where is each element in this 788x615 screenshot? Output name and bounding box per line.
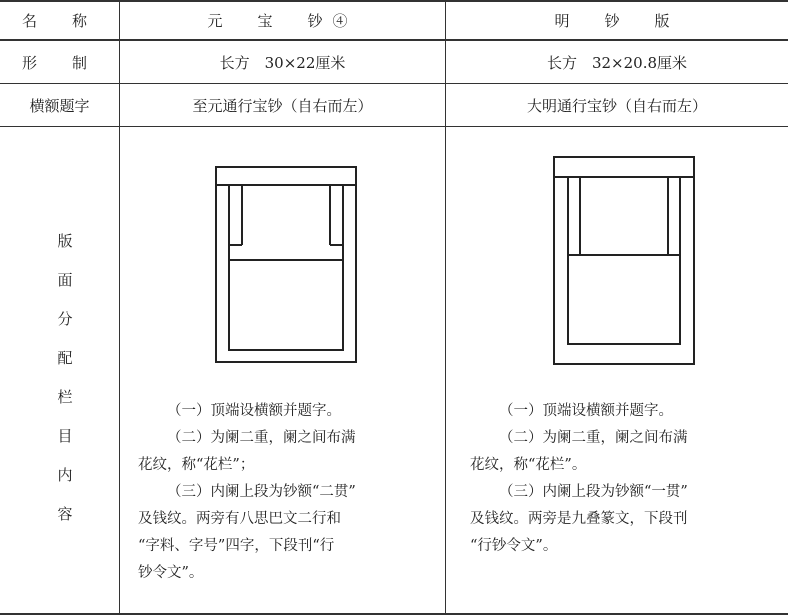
yuan-note-line: 花纹，称“花栏”； xyxy=(138,457,255,473)
yuan-notes xyxy=(138,398,438,587)
layout-label-char: 目 xyxy=(57,427,73,445)
title-yuan: 至元通行宝钞（自右而左） xyxy=(192,96,373,115)
shape-label: 形 制 xyxy=(21,53,97,72)
ming-note-line: “行钞令文”。 xyxy=(470,538,558,554)
header-yuan: 元 宝 钞④ xyxy=(207,12,358,30)
ming-note-line: 及钱纹。两旁是九叠篆文，下段刊 xyxy=(470,511,688,527)
ming-note-line: 花纹，称“花栏”。 xyxy=(470,457,587,473)
ming-note-layout-diagram xyxy=(550,155,698,367)
layout-label xyxy=(45,222,85,534)
ming-note-line: （二）为阑二重，阑之间布满 xyxy=(499,430,688,446)
ming-notes xyxy=(470,398,780,560)
yuan-note-layout-diagram xyxy=(212,165,360,365)
yuan-note-line: “字料、字号”四字，下段刊“行 xyxy=(138,538,335,554)
ming-note-line: （一）顶端设横额并题字。 xyxy=(499,403,673,419)
yuan-note-line: （一）顶端设横额并题字。 xyxy=(167,403,341,419)
layout-label-char: 分 xyxy=(57,310,73,328)
title-ming: 大明通行宝钞（自右而左） xyxy=(526,96,707,115)
yuan-note-line: （二）为阑二重，阑之间布满 xyxy=(167,430,356,446)
yuan-note-line: （三）内阑上段为钞额“二贯” xyxy=(167,484,356,500)
layout-label-char: 配 xyxy=(57,349,73,367)
header-name: 名 称 xyxy=(21,12,97,30)
layout-label-char: 内 xyxy=(57,466,73,484)
header-ming: 明 钞 版 xyxy=(554,12,680,30)
yuan-note-line: 及钱纹。两旁有八思巴文二行和 xyxy=(138,511,341,527)
layout-label-char: 栏 xyxy=(57,388,73,406)
shape-ming: 长方 32×20.8厘米 xyxy=(546,53,688,72)
layout-label-char: 面 xyxy=(57,271,73,289)
ming-note-line: （三）内阑上段为钞额“一贯” xyxy=(499,484,688,500)
layout-label-char: 容 xyxy=(57,505,73,523)
title-label: 横额题字 xyxy=(29,96,90,115)
shape-yuan: 长方 30×22厘米 xyxy=(219,53,346,72)
yuan-note-line: 钞令文”。 xyxy=(138,565,204,581)
layout-label-char: 版 xyxy=(57,232,73,250)
